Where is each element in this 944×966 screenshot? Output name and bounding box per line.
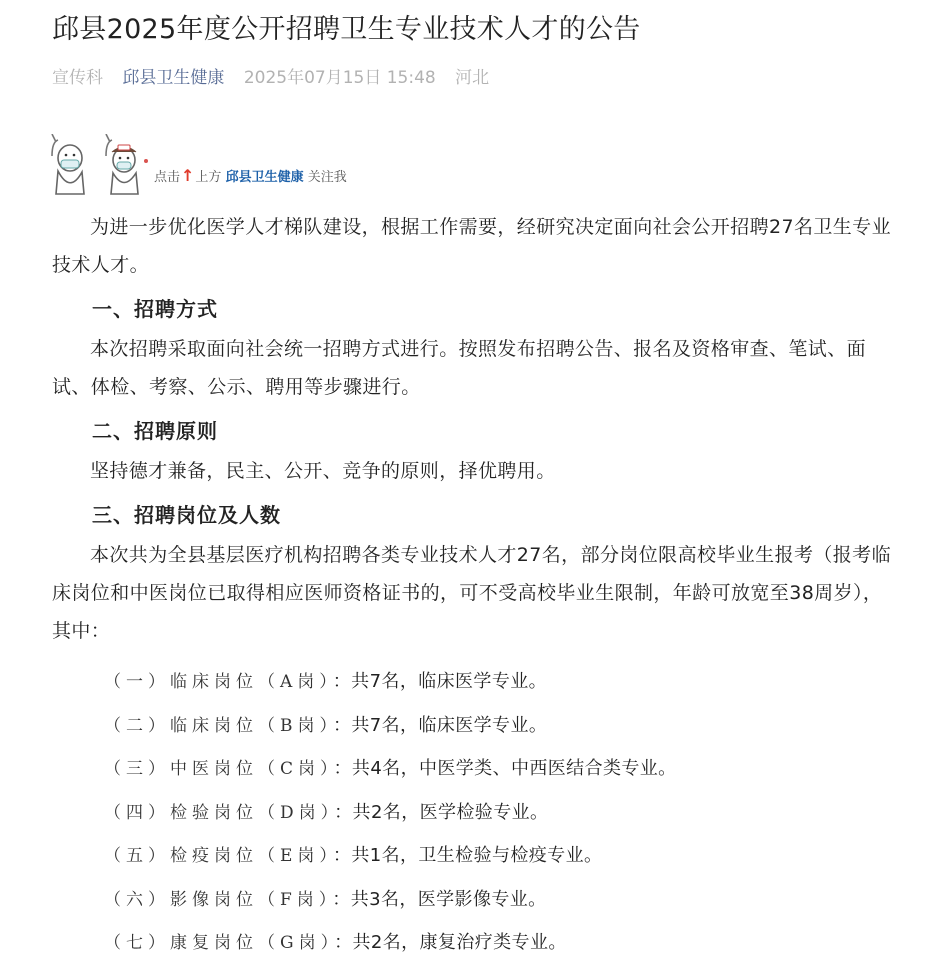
follow-banner (48, 134, 448, 196)
position-label: （一）临床岗位（A岗） (104, 672, 333, 692)
list-item (52, 660, 898, 704)
article-meta (52, 64, 503, 92)
position-detail: ：共4名，中医学类、中西医结合类专业。 (333, 758, 677, 779)
position-detail: ：共2名，康复治疗类专业。 (334, 932, 567, 953)
article-title: 邱县2025年度公开招聘卫生专业技术人才的公告 (52, 14, 641, 45)
list-item (52, 878, 898, 922)
section-body-method: 本次招聘采取面向社会统一招聘方式进行。按照发布招聘公告、报名及资格审查、笔试、面试、体检、考察、公示、聘用等步骤进行。 (52, 338, 867, 398)
position-detail: ：共3名，医学影像专业。 (332, 888, 547, 910)
position-label: （三）中医岗位（C岗） (104, 759, 334, 779)
section-body-principle: 坚持德才兼备，民主、公开、竞争的原则，择优聘用。 (90, 460, 556, 482)
position-detail: ：共7名，临床医学专业。 (333, 714, 548, 736)
position-detail: ：共1名，卫生检验与检疫专业。 (332, 845, 603, 866)
arrow-up-icon: ↑ (181, 166, 195, 185)
position-label: （七）康复岗位（G岗） (104, 933, 335, 953)
follow-account-link[interactable]: 邱县卫生健康 (225, 170, 304, 185)
section-body-positions: 本次共为全县基层医疗机构招聘各类专业技术人才27名，部分岗位限高校毕业生报考（报考临床岗位和中医岗位已取得相应医师资格证书的，可不受高校毕业生限制，年龄可放宽至38周岁），其中： (52, 544, 891, 642)
section-heading-principle: 二、招聘原则 (92, 419, 218, 443)
list-item (52, 834, 898, 878)
position-label: （二）临床岗位（B岗） (104, 715, 333, 736)
follow-prefix: 点击 (154, 170, 181, 185)
account-name-link[interactable]: 邱县卫生健康 (122, 68, 225, 88)
nurse-illustration-icon (48, 134, 152, 196)
publish-location: 河北 (455, 68, 490, 88)
follow-middle: 上方 (195, 170, 222, 185)
position-detail: ：共2名，医学检验专业。 (334, 801, 549, 823)
section-heading-positions: 三、招聘岗位及人数 (92, 503, 281, 527)
section-heading-method: 一、招聘方式 (92, 297, 218, 321)
article-content (52, 208, 898, 965)
article-author: 宣传科 (52, 68, 103, 88)
position-label: （四）检验岗位（D岗） (104, 802, 335, 823)
list-item (52, 921, 898, 965)
position-label: （六）影像岗位（F岗） (104, 889, 333, 910)
list-item (52, 791, 898, 835)
position-label: （五）检疫岗位（E岗） (104, 846, 333, 866)
list-item (52, 747, 898, 791)
follow-suffix: 关注我 (307, 170, 347, 185)
publish-date: 2025年07月15日 15:48 (243, 68, 436, 88)
positions-list (52, 660, 898, 965)
list-item (52, 704, 898, 748)
follow-prompt (154, 166, 347, 188)
intro-paragraph: 为进一步优化医学人才梯队建设，根据工作需要，经研究决定面向社会公开招聘27名卫生专业技术人才。 (52, 216, 891, 276)
position-detail: ：共7名，临床医学专业。 (332, 671, 548, 692)
